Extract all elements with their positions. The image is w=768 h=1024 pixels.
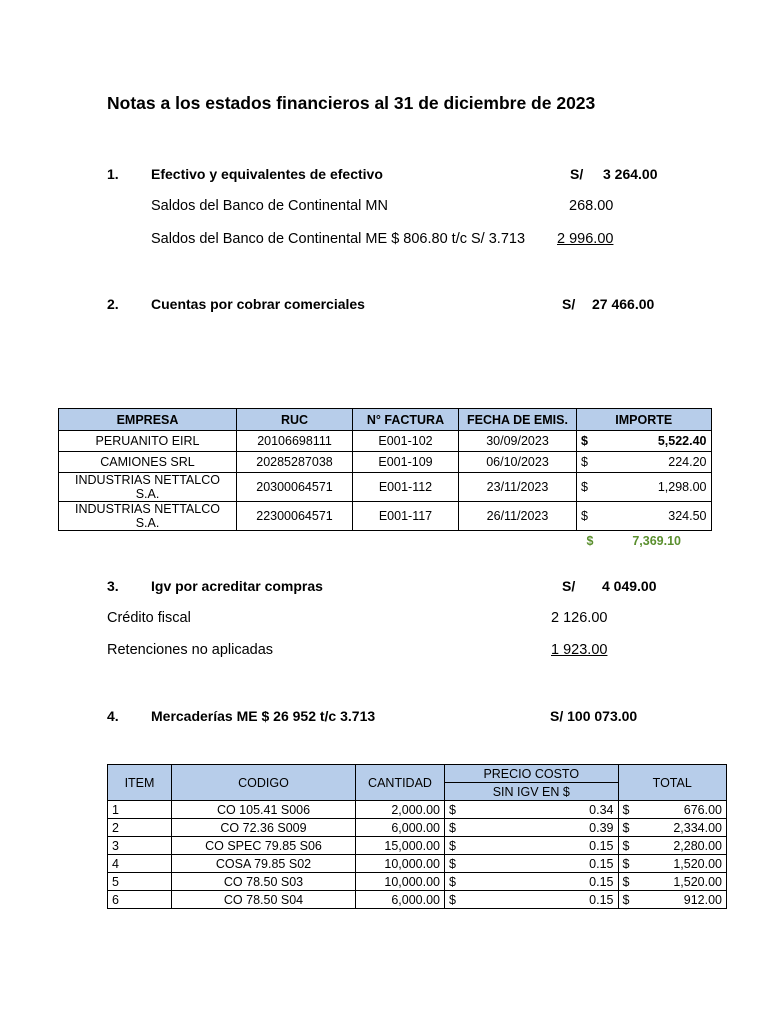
- note1-number: 1.: [107, 166, 119, 182]
- cell-precio: 0.15: [463, 855, 618, 873]
- note1-line1-label: Saldos del Banco de Continental MN: [151, 198, 388, 214]
- note3-total: 4 049.00: [602, 578, 657, 594]
- cell-factura: E001-112: [353, 473, 459, 502]
- cell-total: 912.00: [637, 891, 727, 909]
- header-precio: PRECIO COSTO: [445, 765, 619, 783]
- header-precio-sub: SIN IGV EN $: [445, 783, 619, 801]
- note3-line1-label: Crédito fiscal: [107, 610, 191, 626]
- table-row: [59, 452, 712, 473]
- note4-total: S/ 100 073.00: [550, 708, 638, 724]
- cell-factura: E001-109: [353, 452, 459, 473]
- invoices-table: [58, 408, 712, 551]
- note3-line2-label: Retenciones no aplicadas: [107, 642, 274, 658]
- note1-line1-value: 268.00: [569, 198, 614, 214]
- cell-precio-currency: $: [445, 855, 464, 873]
- header-codigo: CODIGO: [172, 765, 356, 801]
- page-title: Notas a los estados financieros al 31 de diciembre de 2023: [107, 93, 596, 113]
- table-row: [59, 502, 712, 531]
- header-total: TOTAL: [618, 765, 727, 801]
- cell-cantidad: 6,000.00: [356, 819, 445, 837]
- table-row: [108, 873, 727, 891]
- cell-fecha: 23/11/2023: [459, 473, 577, 502]
- cell-precio: 0.15: [463, 891, 618, 909]
- table-row: [108, 855, 727, 873]
- cell-precio: 0.39: [463, 819, 618, 837]
- header-factura: N° FACTURA: [353, 409, 459, 431]
- header-fecha: FECHA DE EMIS.: [459, 409, 577, 431]
- note3-line2-value: 1 923.00: [551, 642, 608, 658]
- cell-precio-currency: $: [445, 837, 464, 855]
- cell-cantidad: 10,000.00: [356, 855, 445, 873]
- note1-line2-label: Saldos del Banco de Continental ME $ 806.80 t/c S/ 3.713: [151, 231, 526, 247]
- cell-codigo: CO SPEC 79.85 S06: [172, 837, 356, 855]
- cell-total: 676.00: [637, 801, 727, 819]
- cell-total-currency: $: [618, 855, 637, 873]
- cell-codigo: CO 78.50 S04: [172, 891, 356, 909]
- cell-empresa: INDUSTRIAS NETTALCO S.A.: [59, 473, 237, 502]
- cell-precio-currency: $: [445, 891, 464, 909]
- cell-precio: 0.15: [463, 873, 618, 891]
- table-row: [59, 473, 712, 502]
- merchandise-table: [107, 764, 727, 909]
- note1-currency: S/: [570, 166, 584, 182]
- cell-codigo: CO 105.41 S006: [172, 801, 356, 819]
- note2-number: 2.: [107, 296, 119, 312]
- cell-item: 2: [108, 819, 172, 837]
- header-empresa: EMPRESA: [59, 409, 237, 431]
- table-row: [108, 801, 727, 819]
- cell-fecha: 26/11/2023: [459, 502, 577, 531]
- cell-ruc: 22300064571: [237, 502, 353, 531]
- note1-total: 3 264.00: [603, 166, 658, 182]
- cell-item: 5: [108, 873, 172, 891]
- cell-ruc: 20285287038: [237, 452, 353, 473]
- cell-precio: 0.34: [463, 801, 618, 819]
- cell-cantidad: 15,000.00: [356, 837, 445, 855]
- cell-total-currency: $: [618, 837, 637, 855]
- note4-number: 4.: [107, 708, 119, 724]
- cell-importe: 224.20: [599, 452, 711, 473]
- cell-codigo: CO 72.36 S009: [172, 819, 356, 837]
- cell-total: 1,520.00: [637, 855, 727, 873]
- cell-item: 4: [108, 855, 172, 873]
- cell-importe: 5,522.40: [599, 431, 711, 452]
- note2-currency: S/: [562, 296, 576, 312]
- cell-total-currency: $: [618, 819, 637, 837]
- cell-currency: $: [577, 502, 600, 531]
- cell-item: 3: [108, 837, 172, 855]
- cell-item: 6: [108, 891, 172, 909]
- header-cantidad: CANTIDAD: [356, 765, 445, 801]
- cell-total-currency: $: [618, 891, 637, 909]
- cell-total: 2,280.00: [637, 837, 727, 855]
- cell-codigo: COSA 79.85 S02: [172, 855, 356, 873]
- note4-heading: Mercaderías ME $ 26 952 t/c 3.713: [151, 708, 376, 724]
- note3-heading: Igv por acreditar compras: [151, 578, 323, 594]
- cell-precio: 0.15: [463, 837, 618, 855]
- cell-total-currency: $: [618, 873, 637, 891]
- cell-importe: 1,298.00: [599, 473, 711, 502]
- cell-cantidad: 2,000.00: [356, 801, 445, 819]
- table-row: [59, 431, 712, 452]
- cell-item: 1: [108, 801, 172, 819]
- cell-precio-currency: $: [445, 873, 464, 891]
- cell-factura: E001-117: [353, 502, 459, 531]
- header-importe: IMPORTE: [577, 409, 712, 431]
- cell-empresa: CAMIONES SRL: [59, 452, 237, 473]
- cell-factura: E001-102: [353, 431, 459, 452]
- cell-empresa: PERUANITO EIRL: [59, 431, 237, 452]
- invoices-total: 7,369.10: [632, 534, 681, 548]
- cell-fecha: 06/10/2023: [459, 452, 577, 473]
- cell-currency: $: [577, 431, 600, 452]
- invoices-total-row: [59, 531, 712, 552]
- table-row: [108, 837, 727, 855]
- cell-total: 2,334.00: [637, 819, 727, 837]
- cell-cantidad: 10,000.00: [356, 873, 445, 891]
- note3-line1-value: 2 126.00: [551, 610, 608, 626]
- cell-ruc: 20300064571: [237, 473, 353, 502]
- cell-empresa: INDUSTRIAS NETTALCO S.A.: [59, 502, 237, 531]
- cell-total: 1,520.00: [637, 873, 727, 891]
- merch-header-row: [108, 765, 727, 783]
- cell-fecha: 30/09/2023: [459, 431, 577, 452]
- cell-precio-currency: $: [445, 819, 464, 837]
- cell-importe: 324.50: [599, 502, 711, 531]
- invoices-header-row: [59, 409, 712, 431]
- invoices-total-currency: $: [586, 534, 594, 548]
- note2-total: 27 466.00: [592, 296, 655, 312]
- cell-currency: $: [577, 473, 600, 502]
- note1-heading: Efectivo y equivalentes de efectivo: [151, 166, 383, 182]
- cell-total-currency: $: [618, 801, 637, 819]
- cell-codigo: CO 78.50 S03: [172, 873, 356, 891]
- cell-cantidad: 6,000.00: [356, 891, 445, 909]
- cell-currency: $: [577, 452, 600, 473]
- header-ruc: RUC: [237, 409, 353, 431]
- cell-ruc: 20106698111: [237, 431, 353, 452]
- note1-line2-value: 2 996.00: [557, 231, 614, 247]
- cell-precio-currency: $: [445, 801, 464, 819]
- note2-heading: Cuentas por cobrar comerciales: [151, 296, 365, 312]
- table-row: [108, 891, 727, 909]
- note3-currency: S/: [562, 578, 576, 594]
- note3-number: 3.: [107, 578, 119, 594]
- table-row: [108, 819, 727, 837]
- header-item: ITEM: [108, 765, 172, 801]
